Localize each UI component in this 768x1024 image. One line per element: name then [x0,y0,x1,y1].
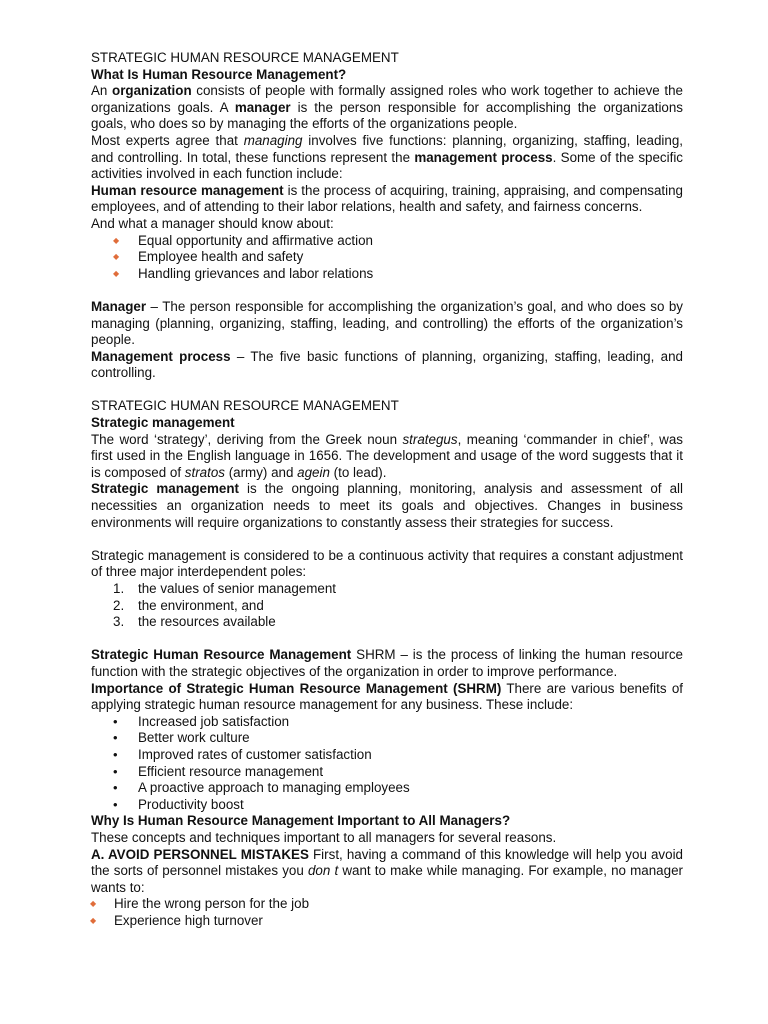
paragraph-shrm-definition: Strategic Human Resource Management SHRM – is the process of linking the human resource function with the strategic objectives of the organization in order to improve performance. [91,647,683,679]
bullet-icon: • [113,780,118,796]
list-item: • Improved rates of customer satisfaction [113,746,372,762]
section-title: STRATEGIC HUMAN RESOURCE MANAGEMENT [91,50,399,65]
paragraph-organization: An organization consists of people with formally assigned roles who work together to achieve the organizations goals. A manager is the person responsible for accomplishing the organizations goals, who does so by managing the efforts of the organizations people. [91,83,684,132]
paragraph-continuous-activity: Strategic management is considered to be a continuous activity that requires a constant adjustment of three major interdependent poles: [91,547,683,580]
diamond-bullet-icon: ◆ [113,252,120,262]
hrm-topics-list [91,233,683,283]
poles-list [91,581,683,631]
section-title: STRATEGIC HUMAN RESOURCE MANAGEMENT [91,398,399,414]
bullet-icon: • [113,796,118,812]
list-item: 3. the resources available [113,614,276,630]
benefits-list [91,714,683,814]
list-item: ◆ Handling grievances and labor relations [113,265,374,281]
mistakes-list [91,896,683,929]
list-item: ◆ Equal opportunity and affirmative action [113,232,373,248]
list-item: ◆ Employee health and safety [113,249,304,265]
list-item: ◆ Hire the wrong person for the job [90,896,310,912]
list-item: ◆ Experience high turnover [90,912,263,928]
paragraph-manager-definition: Manager – The person responsible for accomplishing the organization’s goal, and who does so by managing (planning, organizing, staffing, leading, and controlling) the efforts of the organization’s people. [91,298,683,348]
bullet-icon: • [113,763,118,779]
diamond-bullet-icon: ◆ [113,268,120,278]
diamond-bullet-icon: ◆ [113,235,120,245]
bullet-icon: • [113,730,118,746]
paragraph-avoid-mistakes: A. AVOID PERSONNEL MISTAKES First, having a command of this knowledge will help you avoid the sorts of personnel mistakes you don t want to make while managing. For example, no manager wants to: [91,846,683,895]
section-question: Why Is Human Resource Management Important to All Managers? [91,813,511,829]
paragraph-strategic-management: Strategic management is the ongoing planning, monitoring, analysis and assessment of all necessities an organization needs to meet its goals and objectives. Changes in business environments will require organizations to constantly assess their strategies for success. [91,481,683,530]
section-subtitle: Strategic management [91,415,235,431]
paragraph-hrm-definition: Human resource management is the process of acquiring, training, appraising, and compensating employees, and of attending to their labor relations, health and safety, and fairness concerns. [91,182,683,215]
diamond-bullet-icon: ◆ [90,915,97,925]
bullet-icon: • [113,713,118,729]
paragraph-several-reasons: These concepts and techniques important to all managers for several reasons. [91,829,557,845]
list-item: • Increased job satisfaction [113,713,290,729]
paragraph-management-functions: Most experts agree that managing involves five functions: planning, organizing, staffing, leading, and controlling. In total, these functions represent the management process. Some of the specific activities involved in each function include: [91,132,683,182]
paragraph-strategy-origin: The word ‘strategy’, deriving from the Greek noun strategus, meaning ‘commander in chief’, was first used in the English language in 1656. The development and usage of the word suggests that it is composed of stratos (army) and agein (to lead). [91,431,683,480]
paragraph-manager-should-know: And what a manager should know about: [91,215,334,231]
list-item: 1. the values of senior management [113,581,337,596]
list-item: • Better work culture [113,730,250,746]
list-item: • Productivity boost [113,796,244,812]
paragraph-shrm-importance: Importance of Strategic Human Resource Management (SHRM) There are various benefits of applying strategic human resource management for any business. These include: [91,680,683,713]
bullet-icon: • [113,746,118,762]
document-page [91,50,683,929]
section-question: What Is Human Resource Management? [91,66,347,82]
paragraph-management-process: Management process – The five basic functions of planning, organizing, staffing, leading, and controlling. [91,348,683,381]
list-item: • Efficient resource management [113,763,324,779]
diamond-bullet-icon: ◆ [90,899,97,909]
list-item: 2. the environment, and [113,597,264,613]
list-item: • A proactive approach to managing employees [113,780,410,796]
